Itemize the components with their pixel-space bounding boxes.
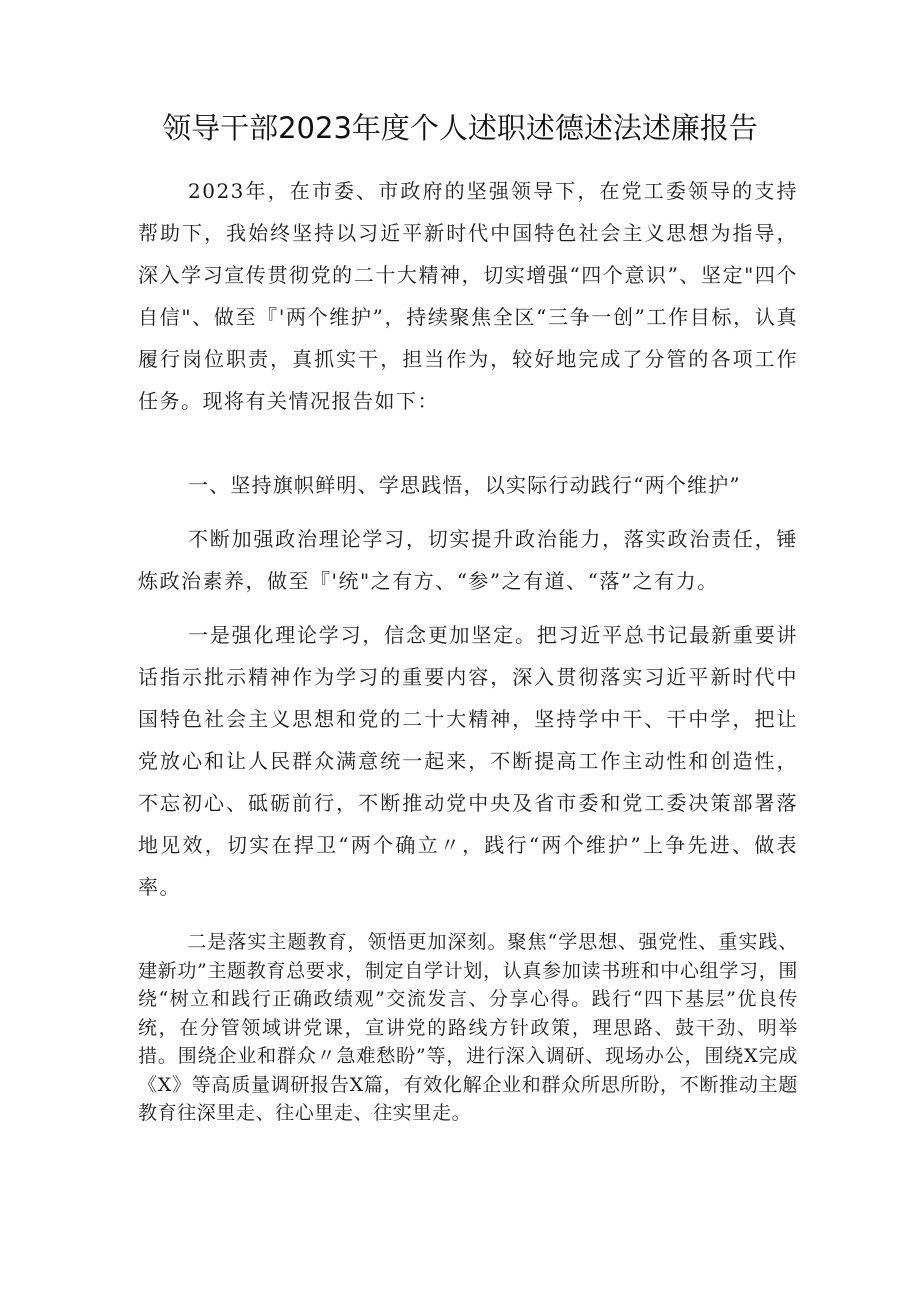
paragraph-theme-education: 二是落实主题教育，领悟更加深刻。聚焦“学思想、强党性、重实践、建新功”主题教育总要求，制定自学计划，认真参加读书班和中心组学习，围绕“树立和践行正确政绩观”交流发言、分享心得。践行“四下基层”优良传统，在分管领域讲党课，宣讲党的路线方针政策，理思路、鼓干劲、明举措。围绕企业和群众〃急难愁盼”等，进行深入调研、现场办公，围绕X完成《X》等高质量调研报告X篇，有效化解企业和群众所思所盼，不断推动主题教育往深里走、往心里走、往实里走。: [138, 931, 798, 1124]
paragraph-section-one-summary: 不断加强政治理论学习，切实提升政治能力，落实政治责任，锤炼政治素养，做至『'统"之有方、“参”之有道、“落”之有力。: [138, 527, 798, 593]
paragraph-theory-study: 一是强化理论学习，信念更加坚定。把习近平总书记最新重要讲话指示批示精神作为学习的重要内容，深入贯彻落实习近平新时代中国特色社会主义思想和党的二十大精神，坚持学中干、干中学，把让党放心和让人民群众满意统一起来，不断提高工作主动性和创造性，不忘初心、砥砺前行，不断推动党中央及省市委和党工委决策部署落地见效，切实在捍卫“两个确立〃，践行“两个维护”上争先进、做表率。: [138, 623, 798, 899]
document-title: 领导干部2023年度个人述职述德述法述廉报告: [162, 111, 758, 145]
section-heading-one: 一、坚持旗帜鲜明、学思践悟，以实际行动践行“两个维护”: [188, 473, 741, 497]
paragraph-intro: 2023年，在市委、市政府的坚强领导下，在党工委领导的支持帮助下，我始终坚持以习近平新时代中国特色社会主义思想为指导，深入学习宣传贯彻党的二十大精神，切实增强“四个意识”、坚定"四个自信"、做至『'两个维护”，持续聚焦全区“三争一创”工作目标，认真履行岗位职责，真抓实干，担当作为，较好地完成了分管的各项工作任务。现将有关情况报告如下：: [138, 179, 798, 413]
